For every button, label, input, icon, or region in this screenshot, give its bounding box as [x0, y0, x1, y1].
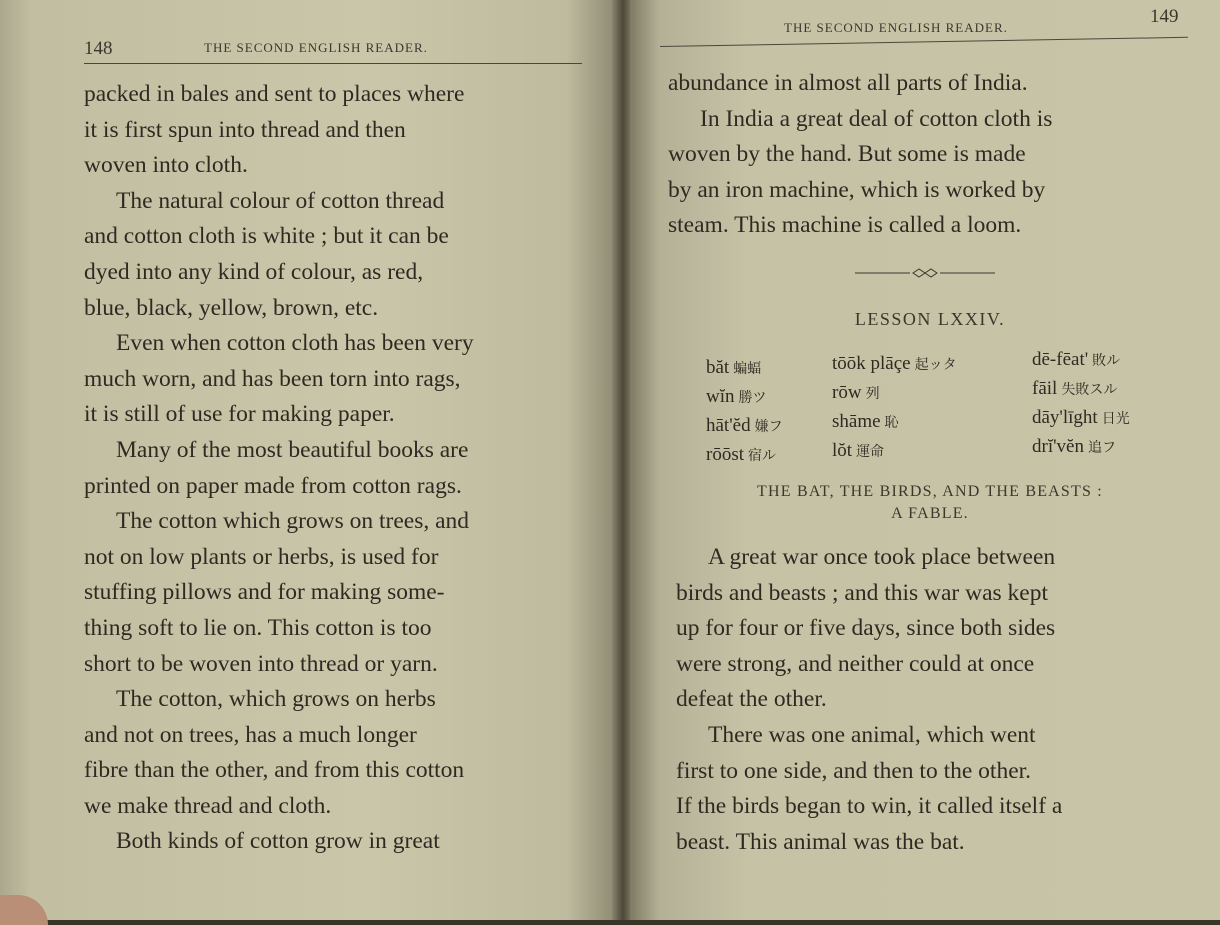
fable-title-line: THE BAT, THE BIRDS, AND THE BEASTS : [757, 483, 1103, 500]
text-line: birds and beasts ; and this war was kept [676, 579, 1049, 606]
text-line: Both kinds of cotton grow in great [116, 828, 440, 855]
text-line: fibre than the other, and from this cotton [84, 757, 465, 784]
vocab-gloss: 追フ [1087, 440, 1116, 456]
vocab-column-1 [706, 354, 783, 470]
text-line: first to one side, and then to the other. [676, 757, 1032, 784]
vocab-word: lŏt [832, 440, 853, 461]
vocab-word: hāt'ĕd [706, 415, 751, 436]
text-line: blue, black, yellow, brown, etc. [84, 294, 379, 321]
left-header-rule [84, 63, 582, 64]
text-line: not on low plants or herbs, is used for [84, 543, 439, 570]
text-line: up for four or five days, since both sides [676, 615, 1056, 642]
text-line: stuffing pillows and for making some- [84, 579, 445, 606]
vocab-gloss: 起ッタ [914, 357, 957, 373]
vocab-entry [706, 412, 783, 441]
vocab-entry [706, 383, 783, 412]
text-line: and not on trees, has a much longer [84, 721, 417, 748]
vocab-word: dāy'līght [1032, 407, 1098, 428]
vocab-entry [1032, 433, 1130, 462]
vocab-gloss: 失敗スル [1061, 382, 1118, 398]
vocab-gloss: 敗ル [1092, 353, 1121, 369]
right-body-text [668, 66, 1188, 244]
text-line: it is still of use for making paper. [84, 401, 395, 428]
text-line: Even when cotton cloth has been very [116, 330, 474, 357]
text-line: steam. This machine is called a loom. [668, 212, 1022, 239]
vocab-word: dē-fēat' [1032, 349, 1089, 370]
vocab-gloss: 運命 [856, 444, 885, 460]
vocab-entry [832, 350, 957, 379]
left-page-number: 148 [84, 38, 113, 59]
right-running-head: THE SECOND ENGLISH READER. [784, 20, 1008, 35]
vocab-word: wĭn [706, 386, 735, 407]
text-line: it is first spun into thread and then [84, 116, 406, 143]
text-line: by an iron machine, which is worked by [668, 176, 1046, 203]
vocab-gloss: 嫌フ [754, 419, 783, 435]
text-line: There was one animal, which went [708, 721, 1036, 748]
text-line: and cotton cloth is white ; but it can be [84, 223, 449, 250]
fable-title-line: A FABLE. [891, 505, 969, 522]
vocab-entry [832, 437, 957, 466]
vocab-gloss: 列 [865, 386, 880, 402]
vocab-entry [832, 379, 957, 408]
text-line: woven into cloth. [84, 152, 248, 179]
vocab-entry [1032, 375, 1130, 404]
text-line: woven by the hand. But some is made [668, 141, 1026, 168]
text-line: were strong, and neither could at once [676, 650, 1035, 677]
vocab-word: shāme [832, 411, 881, 432]
right-page-number: 149 [1150, 6, 1179, 27]
vocab-column-2 [832, 350, 957, 466]
vocab-entry [1032, 346, 1130, 375]
section-divider-ornament [855, 267, 995, 279]
fable-title [660, 481, 1200, 525]
vocab-gloss: 恥 [884, 415, 899, 431]
text-line: much worn, and has been torn into rags, [84, 365, 461, 392]
vocab-gloss: 宿ル [748, 448, 776, 464]
vocab-gloss: 蝙蝠 [733, 361, 762, 377]
lesson-title: LESSON LXXIV. [854, 309, 1006, 329]
text-line: The natural colour of cotton thread [116, 187, 445, 214]
fable-body-text [676, 540, 1200, 860]
text-line: In India a great deal of cotton cloth is [700, 105, 1053, 132]
text-line: thing soft to lie on. This cotton is too [84, 614, 432, 641]
text-line: beast. This animal was the bat. [676, 828, 965, 855]
vocab-word: rōōst [706, 444, 744, 465]
vocab-entry [832, 408, 957, 437]
vocab-entry [706, 354, 783, 383]
text-line: Many of the most beautiful books are [116, 436, 469, 463]
text-line: A great war once took place between [708, 544, 1056, 570]
vocab-gloss: 日光 [1101, 411, 1130, 427]
vocab-word: drĭ'vĕn [1032, 436, 1084, 457]
left-running-head: THE SECOND ENGLISH READER. [204, 40, 428, 55]
vocab-word: rōw [832, 382, 862, 403]
text-line: printed on paper made from cotton rags. [84, 472, 462, 499]
text-line: The cotton, which grows on herbs [116, 686, 436, 713]
text-line: abundance in almost all parts of India. [668, 70, 1028, 96]
text-line: defeat the other. [676, 686, 827, 713]
vocab-word: fāil [1032, 378, 1058, 399]
text-line: short to be woven into thread or yarn. [84, 650, 438, 677]
text-line: dyed into any kind of colour, as red, [84, 258, 424, 285]
text-line: If the birds began to win, it called itself a [676, 793, 1063, 820]
vocab-entry [1032, 404, 1130, 433]
vocab-word: băt [706, 357, 730, 378]
vocab-column-3 [1032, 346, 1130, 462]
left-body-text [84, 77, 584, 860]
vocab-word: tōōk plāçe [832, 353, 911, 374]
vocab-entry [706, 441, 783, 470]
text-line: packed in bales and sent to places where [84, 81, 465, 107]
text-line: we make thread and cloth. [84, 792, 332, 819]
text-line: The cotton which grows on trees, and [116, 508, 470, 535]
vocab-gloss: 勝ツ [738, 390, 767, 406]
